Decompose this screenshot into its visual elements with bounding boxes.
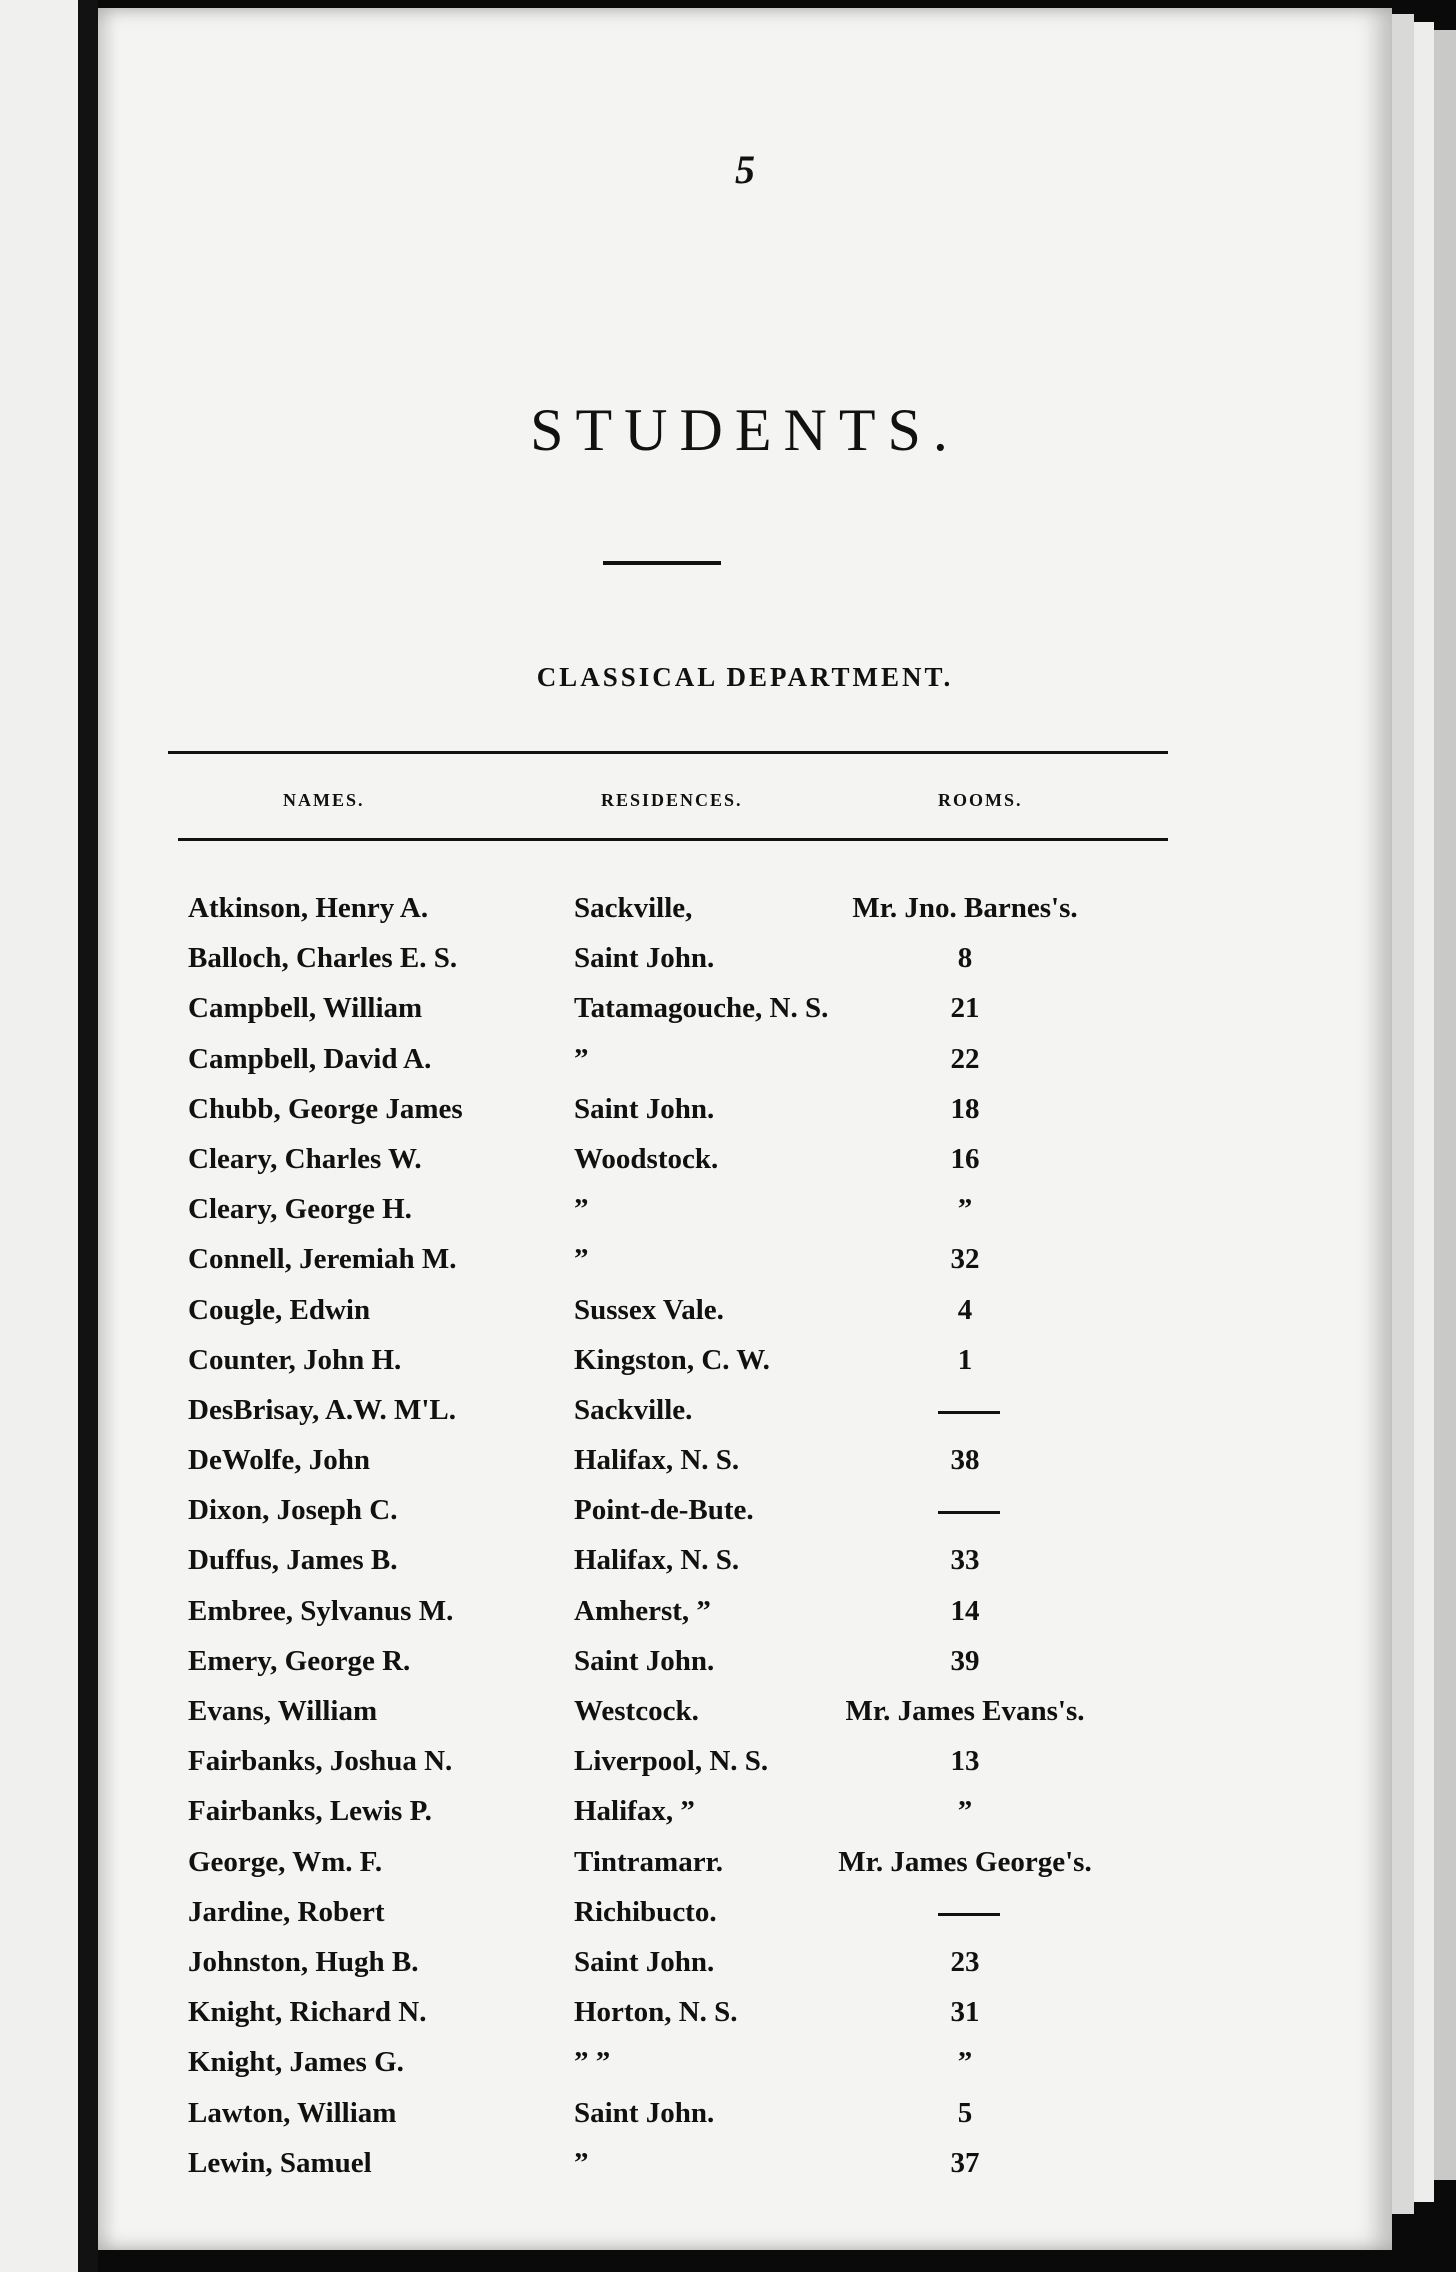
dash-rule <box>938 1411 1000 1414</box>
student-room: 23 <box>950 1945 980 1978</box>
student-row <box>98 1444 1392 1494</box>
student-row <box>98 1645 1392 1695</box>
column-header-names: NAMES. <box>283 790 365 810</box>
column-header-residences: RESIDENCES. <box>601 790 743 810</box>
student-row <box>98 892 1392 942</box>
student-name: Chubb, George James <box>188 1092 463 1125</box>
book-gutter <box>78 0 98 2272</box>
student-room: Mr. Jno. Barnes's. <box>852 892 1078 924</box>
student-name: Lawton, William <box>188 2096 397 2129</box>
student-residence: Halifax, ” <box>574 1795 695 1828</box>
page-edge <box>1392 14 1414 2214</box>
student-row <box>98 1043 1392 1093</box>
facing-page-edge <box>0 0 78 2272</box>
student-name: Embree, Sylvanus M. <box>188 1594 454 1627</box>
student-name: Dixon, Joseph C. <box>188 1494 398 1527</box>
student-residence: Kingston, C. W. <box>574 1343 770 1376</box>
student-room: 8 <box>957 942 973 975</box>
student-room: 33 <box>950 1544 980 1577</box>
student-name: Counter, John H. <box>188 1343 402 1376</box>
student-room: 37 <box>950 2146 980 2179</box>
student-residence: Point-de-Bute. <box>574 1494 754 1527</box>
student-residence: Saint John. <box>574 2096 715 2129</box>
student-room: 22 <box>950 1042 980 1075</box>
table-top-rule <box>168 751 1168 754</box>
student-row <box>98 2097 1392 2147</box>
student-row <box>98 1946 1392 1996</box>
page-number: 5 <box>735 147 755 192</box>
student-name: Connell, Jeremiah M. <box>188 1243 457 1276</box>
student-row <box>98 1996 1392 2046</box>
student-name: Knight, Richard N. <box>188 1996 427 2029</box>
student-residence: Liverpool, N. S. <box>574 1745 769 1778</box>
student-room: 14 <box>950 1594 980 1627</box>
student-residence: Sackville, <box>574 892 693 924</box>
student-room: 5 <box>957 2096 973 2129</box>
student-row <box>98 1846 1392 1896</box>
student-residence: Saint John. <box>574 942 715 975</box>
student-row <box>98 1394 1392 1444</box>
student-name: DeWolfe, John <box>188 1444 371 1477</box>
student-residence: Woodstock. <box>574 1142 719 1175</box>
student-room: 32 <box>950 1243 980 1276</box>
student-name: Jardine, Robert <box>188 1895 385 1928</box>
student-row <box>98 1745 1392 1795</box>
student-row <box>98 1143 1392 1193</box>
student-residence: Saint John. <box>574 1945 715 1978</box>
student-room: 1 <box>957 1343 973 1376</box>
student-room: 38 <box>950 1444 980 1477</box>
student-room: 39 <box>950 1644 980 1677</box>
student-name: Cougle, Edwin <box>188 1293 371 1326</box>
dash-rule <box>938 1511 1000 1514</box>
table-header-rule <box>178 838 1168 841</box>
student-row <box>98 1544 1392 1594</box>
student-row <box>98 1695 1392 1745</box>
student-name: Knight, James G. <box>188 2046 404 2079</box>
student-room: ” <box>957 2046 973 2079</box>
student-residence: ” <box>574 1193 589 1226</box>
column-header-rooms: ROOMS. <box>938 790 1023 810</box>
student-room: 13 <box>950 1745 980 1778</box>
student-residence: Sussex Vale. <box>574 1293 724 1326</box>
student-name: Campbell, William <box>188 992 423 1025</box>
student-residence: Saint John. <box>574 1092 715 1125</box>
student-row <box>98 1294 1392 1344</box>
room-blank-dash <box>938 1394 992 1427</box>
dash-rule <box>938 1913 1000 1916</box>
page-edge <box>1414 22 1434 2202</box>
title-underline <box>603 561 721 565</box>
student-name: Cleary, George H. <box>188 1193 412 1226</box>
student-residence: ” <box>574 1243 589 1276</box>
student-residence: ” ” <box>574 2046 611 2079</box>
department-heading: CLASSICAL DEPARTMENT. <box>536 662 954 692</box>
student-room: Mr. James Evans's. <box>845 1695 1085 1727</box>
student-row <box>98 2147 1392 2197</box>
student-room: ” <box>957 1193 973 1226</box>
student-residence: Sackville. <box>574 1393 693 1426</box>
student-residence: Amherst, ” <box>574 1594 711 1627</box>
student-name: Campbell, David A. <box>188 1042 432 1075</box>
student-name: Fairbanks, Lewis P. <box>188 1795 432 1828</box>
student-row <box>98 2046 1392 2096</box>
student-room: 21 <box>950 992 980 1025</box>
student-room: 31 <box>950 1996 980 2029</box>
student-row <box>98 1494 1392 1544</box>
student-row <box>98 1193 1392 1243</box>
student-residence: ” <box>574 1042 589 1075</box>
student-name: George, Wm. F. <box>188 1845 383 1878</box>
student-row <box>98 942 1392 992</box>
student-name: Fairbanks, Joshua N. <box>188 1745 453 1778</box>
student-residence: Tatamagouche, N. S. <box>574 992 829 1025</box>
student-row <box>98 1795 1392 1845</box>
student-room: 18 <box>950 1092 980 1125</box>
document-page <box>98 8 1392 2250</box>
student-list <box>98 892 1392 2197</box>
student-row <box>98 1896 1392 1946</box>
room-blank-dash <box>938 1494 992 1527</box>
student-residence: Horton, N. S. <box>574 1996 738 2029</box>
student-name: DesBrisay, A.W. M'L. <box>188 1393 457 1426</box>
student-name: Atkinson, Henry A. <box>188 892 429 924</box>
student-name: Balloch, Charles E. S. <box>188 942 458 975</box>
student-residence: Halifax, N. S. <box>574 1544 740 1577</box>
student-residence: Richibucto. <box>574 1895 717 1928</box>
room-blank-dash <box>938 1896 992 1929</box>
student-row <box>98 1595 1392 1645</box>
student-row <box>98 1344 1392 1394</box>
student-room: 16 <box>950 1142 980 1175</box>
student-residence: Saint John. <box>574 1644 715 1677</box>
student-name: Duffus, James B. <box>188 1544 398 1577</box>
student-row <box>98 1093 1392 1143</box>
student-name: Emery, George R. <box>188 1644 411 1677</box>
student-row <box>98 1243 1392 1293</box>
student-name: Lewin, Samuel <box>188 2146 372 2179</box>
student-row <box>98 992 1392 1042</box>
page-title: STUDENTS. <box>530 397 960 463</box>
student-residence: Halifax, N. S. <box>574 1444 740 1477</box>
student-residence: ” <box>574 2146 589 2179</box>
student-residence: Westcock. <box>574 1695 699 1727</box>
student-room: 4 <box>957 1293 973 1326</box>
student-name: Cleary, Charles W. <box>188 1142 422 1175</box>
page-edge <box>1434 30 1456 2180</box>
student-residence: Tintramarr. <box>574 1845 724 1878</box>
student-name: Evans, William <box>188 1695 378 1727</box>
student-room: Mr. James George's. <box>838 1845 1092 1878</box>
student-name: Johnston, Hugh B. <box>188 1945 419 1978</box>
student-room: ” <box>957 1795 973 1828</box>
